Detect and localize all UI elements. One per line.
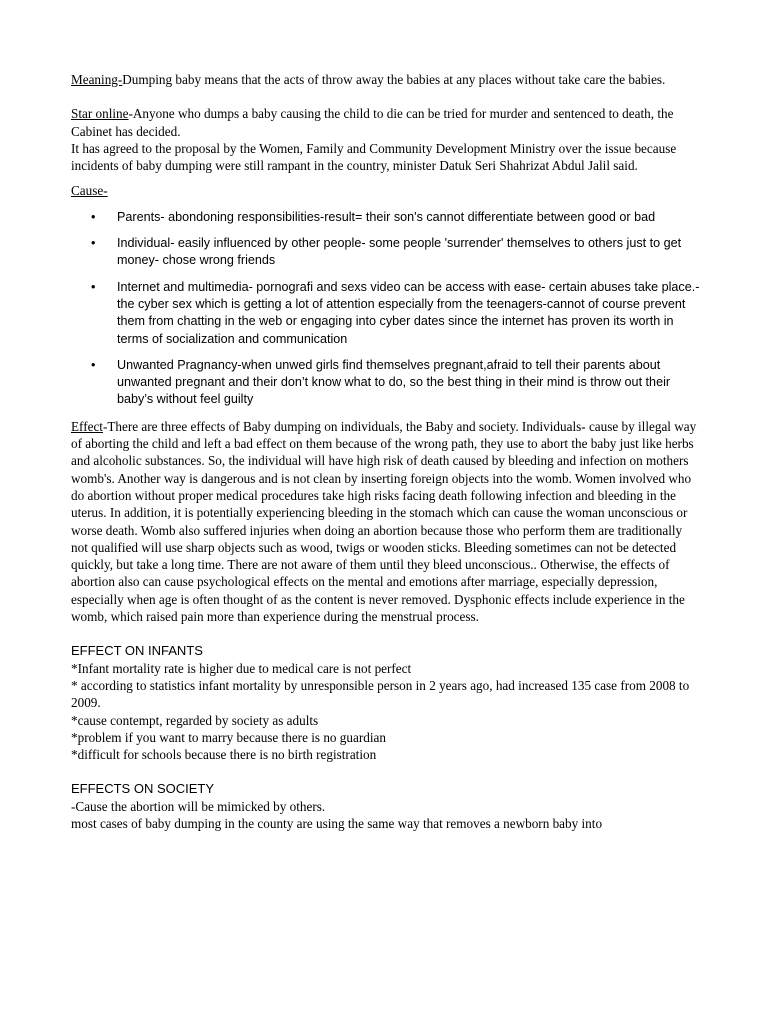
meaning-paragraph	[71, 71, 701, 88]
list-item	[71, 279, 701, 348]
society-line: most cases of baby dumping in the county are using the same way that removes a newborn baby into	[71, 815, 603, 831]
star-online-paragraph-2: It has agreed to the proposal by the Women, Family and Community Development Ministry over the issue because incidents of baby dumping were still rampant in the country, minister Datuk Seri Shahrizat Abdul Jalil said.	[71, 140, 677, 174]
list-item-text: Internet and multimedia- pornografi and sexs video can be access with ease- certain abuses take place.-the cyber sex which is getting a lot of attention especially from the teenagers-cannot of course prevent them from chatting in the web or engaging into cyber dates since the internet has proven its worth in terms of socialization and communication	[117, 279, 700, 346]
list-item	[71, 235, 701, 270]
effect-label: Effect	[71, 418, 103, 434]
cause-heading	[71, 182, 701, 199]
infants-heading: EFFECT ON INFANTS	[71, 643, 203, 659]
society-heading: EFFECTS ON SOCIETY	[71, 781, 215, 797]
star-online-paragraph	[71, 105, 701, 140]
list-item	[71, 357, 701, 409]
bullet-icon: •	[91, 357, 96, 372]
society-line: -Cause the abortion will be mimicked by others.	[71, 798, 326, 814]
infants-line: *difficult for schools because there is no birth registration	[71, 747, 377, 763]
infants-line: *problem if you want to marry because there is no guardian	[71, 729, 386, 745]
infants-line: *Infant mortality rate is higher due to medical care is not perfect	[71, 660, 412, 676]
meaning-text: Dumping baby means that the acts of throw away the babies at any places without take care the babies.	[122, 72, 666, 87]
infants-line: *cause contempt, regarded by society as adults	[71, 712, 319, 728]
list-item-text: Parents- abondoning responsibilities-result= their son's cannot differentiate between good or bad	[117, 209, 656, 224]
effect-paragraph	[71, 418, 701, 626]
star-online-label: Star online	[71, 106, 129, 122]
bullet-icon: •	[91, 209, 96, 224]
star-online-text: -Anyone who dumps a baby causing the child to die can be tried for murder and sentenced to death, the Cabinet has decided.	[71, 106, 674, 139]
bullet-icon: •	[91, 279, 96, 294]
cause-label: Cause-	[71, 183, 108, 199]
document-body	[71, 71, 701, 832]
list-item-text: Individual- easily influenced by other people- some people 'surrender' themselves to others just to get money- chose wrong friends	[117, 236, 682, 268]
bullet-icon: •	[91, 236, 96, 251]
meaning-label: Meaning-	[71, 72, 123, 87]
infants-line: * according to statistics infant mortality by unresponsible person in 2 years ago, had increased 135 case from 2008 to 2009.	[71, 677, 690, 711]
list-item	[71, 209, 701, 226]
cause-list	[71, 209, 701, 409]
effect-text: -There are three effects of Baby dumping on individuals, the Baby and society. Individuals- cause by illegal way of aborting the child and left a bad effect on them because of the wrong path, they use to abort the baby just like herbs and alcoholic substances. So, the individual will have high risk of death caused by bleeding and infection on mothers womb's. Another way is dangerous and is not clean by inserting foreign objects into the womb. Women involved who do abortion without proper medical procedures take high risks facing death following infection and bleeding in the uterus. In addition, it is potentially experiencing bleeding in the stomach which can cause the woman unconscious or worse death. Womb also suffered injuries when doing an abortion because those who perform them are traditionally not qualified will use sharp objects such as wood, twigs or wooden sticks. Bleeding sometimes can not be detected quickly, but take a long time. There are not aware of them until they bleed unconscious.. Otherwise, the effects of abortion also can cause psychological effects on the mental and emotions after marriage, especially depression, especially when age is often thought of as the content is never removed. Dysphonic effects include experience in the womb, which raised pain more than experience during the menstrual process.	[71, 418, 697, 625]
list-item-text: Unwanted Pragnancy-when unwed girls find themselves pregnant,afraid to tell their parents about unwanted pregnant and their don’t know what to do, so the best thing in their mind is throw out their baby’s without feel guilty	[117, 357, 671, 407]
